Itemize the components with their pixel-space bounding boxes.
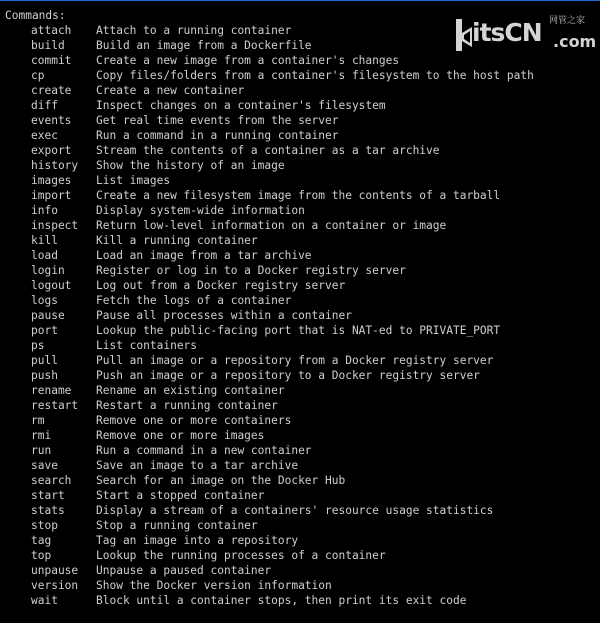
command-name: inspect	[31, 219, 79, 232]
command-row	[31, 473, 534, 488]
command-row	[31, 308, 534, 323]
command-name: create	[31, 84, 72, 97]
command-description: Build an image from a Dockerfile	[96, 39, 312, 52]
command-row	[31, 248, 534, 263]
watermark-dotcom: .com	[553, 32, 597, 51]
command-row	[31, 83, 534, 98]
command-row	[31, 188, 534, 203]
command-name: build	[31, 39, 65, 52]
command-row	[31, 563, 534, 578]
command-description: Return low-level information on a container or image	[96, 219, 447, 232]
command-description: Get real time events from the server	[96, 114, 339, 127]
command-row	[31, 578, 534, 593]
command-description: Inspect changes on a container's filesystem	[96, 99, 386, 112]
command-description: Pause all processes within a container	[96, 309, 352, 322]
command-description: Stream the contents of a container as a tar archive	[96, 144, 440, 157]
command-row	[31, 548, 534, 563]
commands-header: Commands:	[5, 9, 66, 22]
command-row	[31, 503, 534, 518]
command-name: kill	[31, 234, 58, 247]
command-name: commit	[31, 54, 72, 67]
command-description: Remove one or more containers	[96, 414, 292, 427]
command-row	[31, 488, 534, 503]
command-name: wait	[31, 594, 58, 607]
command-name: port	[31, 324, 58, 337]
command-name: logout	[31, 279, 72, 292]
command-name: top	[31, 549, 52, 562]
command-description: Lookup the running processes of a container	[96, 549, 386, 562]
command-row	[31, 398, 534, 413]
command-name: search	[31, 474, 72, 487]
command-name: stats	[31, 504, 65, 517]
command-row	[31, 158, 534, 173]
command-name: load	[31, 249, 58, 262]
command-description: Log out from a Docker registry server	[96, 279, 346, 292]
command-name: pull	[31, 354, 58, 367]
command-name: restart	[31, 399, 79, 412]
command-name: login	[31, 264, 65, 277]
command-row	[31, 233, 534, 248]
command-row	[31, 443, 534, 458]
command-row	[31, 353, 534, 368]
command-name: logs	[31, 294, 58, 307]
command-name: rename	[31, 384, 72, 397]
command-description: Show the history of an image	[96, 159, 285, 172]
command-description: Pull an image or a repository from a Docker registry server	[96, 354, 494, 367]
command-name: ps	[31, 339, 45, 352]
watermark-subtitle: 网管之家	[549, 16, 586, 26]
command-name: version	[31, 579, 79, 592]
command-row	[31, 458, 534, 473]
command-description: Create a new container	[96, 84, 245, 97]
command-description: Start a stopped container	[96, 489, 265, 502]
command-row	[31, 98, 534, 113]
command-name: attach	[31, 24, 72, 37]
command-row	[31, 368, 534, 383]
bitscn-watermark	[452, 13, 597, 57]
command-description: Run a command in a running container	[96, 129, 339, 142]
command-row	[31, 293, 534, 308]
command-description: Block until a container stops, then print its exit code	[96, 594, 467, 607]
command-name: cp	[31, 69, 45, 82]
command-row	[31, 278, 534, 293]
command-description: Fetch the logs of a container	[96, 294, 292, 307]
command-description: Load an image from a tar archive	[96, 249, 312, 262]
command-description: Remove one or more images	[96, 429, 265, 442]
watermark-brand: itsCN	[472, 18, 542, 47]
command-description: Restart a running container	[96, 399, 278, 412]
command-description: Rename an existing container	[96, 384, 285, 397]
command-name: start	[31, 489, 65, 502]
command-description: List images	[96, 174, 171, 187]
command-row	[31, 518, 534, 533]
command-row	[31, 383, 534, 398]
command-description: Attach to a running container	[96, 24, 292, 37]
command-description: Tag an image into a repository	[96, 534, 299, 547]
command-row	[31, 593, 534, 608]
command-description: Save an image to a tar archive	[96, 459, 299, 472]
command-name: save	[31, 459, 58, 472]
command-name: diff	[31, 99, 58, 112]
command-name: run	[31, 444, 52, 457]
command-name: images	[31, 174, 72, 187]
command-row	[31, 428, 534, 443]
command-name: info	[31, 204, 58, 217]
command-description: Display a stream of a containers' resource usage statistics	[96, 504, 494, 517]
command-row	[31, 203, 534, 218]
command-row	[31, 68, 534, 83]
command-description: Run a command in a new container	[96, 444, 312, 457]
command-name: rm	[31, 414, 45, 427]
command-row	[31, 323, 534, 338]
command-description: Stop a running container	[96, 519, 258, 532]
command-row	[31, 173, 534, 188]
command-description: Register or log in to a Docker registry server	[96, 264, 406, 277]
command-description: Show the Docker version information	[96, 579, 332, 592]
command-description: Create a new image from a container's changes	[96, 54, 400, 67]
command-row	[31, 128, 534, 143]
command-name: unpause	[31, 564, 79, 577]
command-row	[31, 338, 534, 353]
command-name: stop	[31, 519, 58, 532]
command-description: Lookup the public-facing port that is NAT-ed to PRIVATE_PORT	[96, 324, 501, 337]
command-description: Create a new filesystem image from the contents of a tarball	[96, 189, 501, 202]
command-row	[31, 413, 534, 428]
command-description: Kill a running container	[96, 234, 258, 247]
command-description: List containers	[96, 339, 198, 352]
command-description: Search for an image on the Docker Hub	[96, 474, 346, 487]
command-description: Display system-wide information	[96, 204, 305, 217]
command-row	[31, 263, 534, 278]
command-name: history	[31, 159, 79, 172]
command-description: Copy files/folders from a container's filesystem to the host path	[96, 69, 534, 82]
command-row	[31, 533, 534, 548]
command-name: push	[31, 369, 58, 382]
command-list	[31, 23, 534, 608]
command-name: rmi	[31, 429, 52, 442]
command-row	[31, 143, 534, 158]
command-row	[31, 113, 534, 128]
command-name: tag	[31, 534, 52, 547]
command-name: pause	[31, 309, 65, 322]
command-description: Unpause a paused container	[96, 564, 272, 577]
command-name: exec	[31, 129, 58, 142]
command-row	[31, 218, 534, 233]
command-description: Push an image or a repository to a Docker registry server	[96, 369, 480, 382]
command-name: events	[31, 114, 72, 127]
command-name: export	[31, 144, 72, 157]
command-name: import	[31, 189, 72, 202]
